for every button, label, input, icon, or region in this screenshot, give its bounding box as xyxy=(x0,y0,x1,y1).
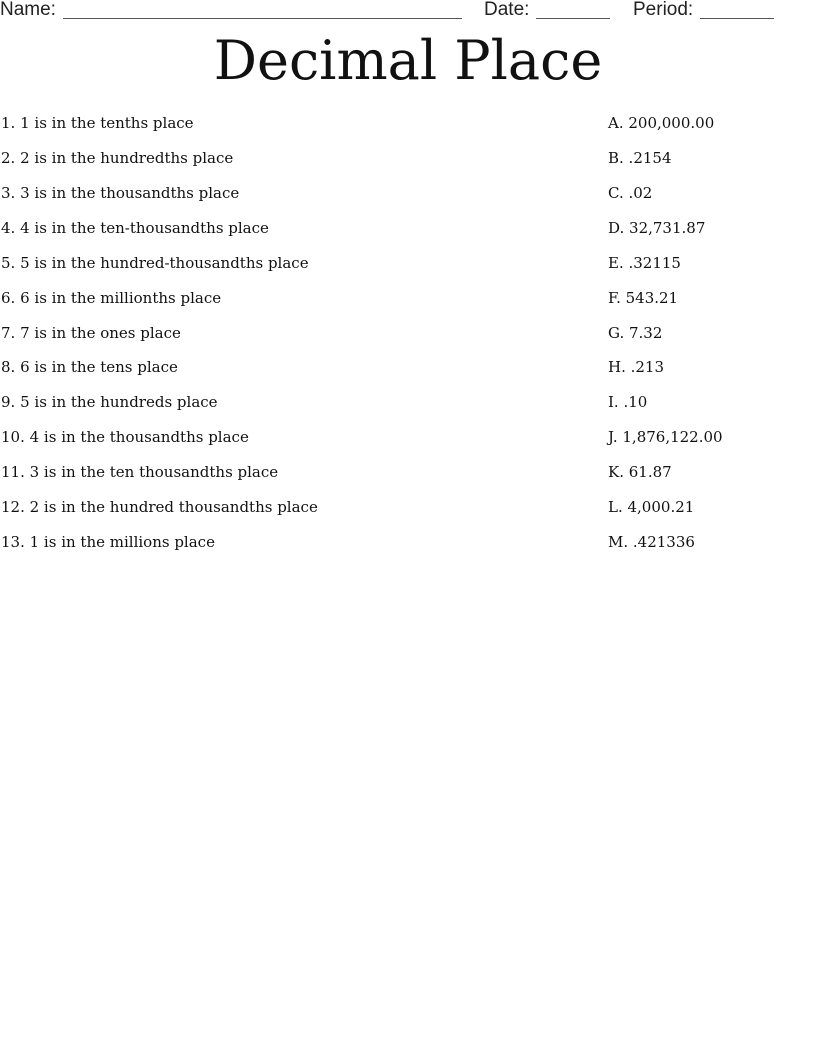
list-item xyxy=(0,111,816,135)
question-text: 9. 5 is in the hundreds place xyxy=(1,393,218,411)
answer-choice: L. 4,000.21 xyxy=(608,498,695,516)
list-item xyxy=(0,181,816,205)
question-text: 11. 3 is in the ten thousandths place xyxy=(1,463,279,481)
question-text: 6. 6 is in the millionths place xyxy=(1,289,222,307)
question-text: 13. 1 is in the millions place xyxy=(1,533,215,551)
date-label: Date: xyxy=(484,0,530,20)
answer-choice: A. 200,000.00 xyxy=(608,114,715,132)
question-text: 10. 4 is in the thousandths place xyxy=(1,428,249,446)
answer-choice: C. .02 xyxy=(608,184,653,202)
question-text: 12. 2 is in the hundred thousandths place xyxy=(1,498,318,516)
list-item xyxy=(0,251,816,275)
answer-choice: J. 1,876,122.00 xyxy=(608,428,723,446)
period-blank[interactable] xyxy=(700,18,774,19)
list-item xyxy=(0,216,816,240)
question-text: 4. 4 is in the ten-thousandths place xyxy=(1,219,269,237)
list-item xyxy=(0,425,816,449)
period-label: Period: xyxy=(633,0,694,20)
list-item xyxy=(0,286,816,310)
page-title: Decimal Place xyxy=(213,29,603,92)
question-text: 5. 5 is in the hundred-thousandths place xyxy=(1,254,309,272)
list-item xyxy=(0,321,816,345)
answer-choice: G. 7.32 xyxy=(608,324,663,342)
date-blank[interactable] xyxy=(536,18,610,19)
question-text: 2. 2 is in the hundredths place xyxy=(1,149,234,167)
answer-choice: M. .421336 xyxy=(608,533,695,551)
worksheet-header xyxy=(0,0,816,22)
question-text: 1. 1 is in the tenths place xyxy=(1,114,194,132)
question-text: 3. 3 is in the thousandths place xyxy=(1,184,240,202)
list-item xyxy=(0,355,816,379)
name-label: Name: xyxy=(0,0,56,20)
answer-choice: H. .213 xyxy=(608,358,665,376)
answer-choice: D. 32,731.87 xyxy=(608,219,706,237)
answer-choice: K. 61.87 xyxy=(608,463,672,481)
list-item xyxy=(0,495,816,519)
answer-choice: E. .32115 xyxy=(608,254,681,272)
answer-choice: I. .10 xyxy=(608,393,648,411)
question-text: 7. 7 is in the ones place xyxy=(1,324,181,342)
answer-choice: B. .2154 xyxy=(608,149,672,167)
name-blank[interactable] xyxy=(63,18,462,19)
list-item xyxy=(0,146,816,170)
question-text: 8. 6 is in the tens place xyxy=(1,358,178,376)
list-item xyxy=(0,530,816,554)
list-item xyxy=(0,460,816,484)
list-item xyxy=(0,390,816,414)
answer-choice: F. 543.21 xyxy=(608,289,679,307)
